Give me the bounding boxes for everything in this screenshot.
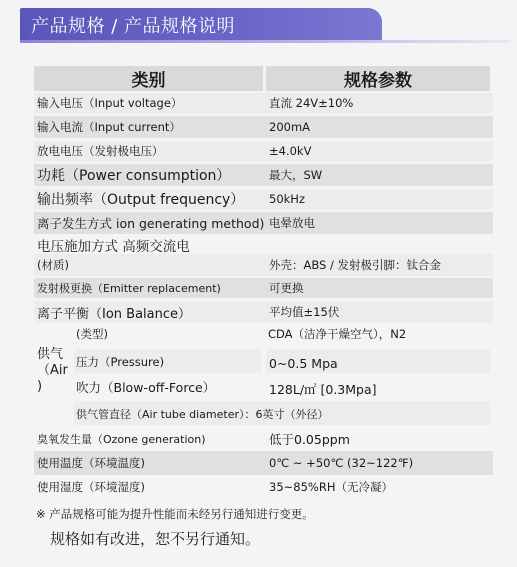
row-label: 离子发生方式 ion generating method) xyxy=(34,212,266,234)
row-value: 可更换 xyxy=(266,278,493,298)
table-header-row xyxy=(34,66,490,91)
table-row xyxy=(34,451,490,475)
row-label: 电压施加方式 高频交流电 xyxy=(37,239,190,254)
header-divider xyxy=(20,40,511,43)
col-header-spec: 规格参数 xyxy=(266,66,490,91)
row-label: 臭氧发生量（Ozone generation) xyxy=(37,433,206,446)
row-label: 使用湿度（环境湿度) xyxy=(37,480,145,494)
table-row xyxy=(34,301,490,323)
air-row-label: (类型) xyxy=(76,327,108,341)
air-row-value: CDA（洁净干燥空气），N2 xyxy=(268,327,407,341)
page-title: 产品规格 / 产品规格说明 xyxy=(31,16,236,37)
row-value: 平均值±15伏 xyxy=(266,301,493,323)
air-label-line: ) xyxy=(37,379,43,394)
air-group-label xyxy=(37,347,68,395)
row-label: 功耗（Power consumption） xyxy=(34,164,266,186)
table-row xyxy=(34,429,490,449)
row-value: 电晕放电 xyxy=(266,212,493,234)
table-row xyxy=(34,477,490,497)
row-value: 0℃ ~ +50℃ (32~122℉) xyxy=(266,451,493,475)
air-supply-group xyxy=(34,325,490,428)
row-value: 最大，SW xyxy=(266,164,493,186)
row-value: 35~85%RH（无冷凝） xyxy=(269,480,393,494)
table-row xyxy=(34,212,490,234)
row-value: 直流 24V±10% xyxy=(266,93,493,113)
air-row-label: 吹力（Blow-off-Force） xyxy=(76,380,216,395)
row-label: 发射极更换（Emitter replacement) xyxy=(34,278,266,298)
row-label: 输出频率（Output frequency） xyxy=(34,189,266,209)
air-row-value: 128L/㎡ [0.3Mpa] xyxy=(269,382,377,397)
footnote: ※ 产品规格可能为提升性能而未经另行通知进行变更。 xyxy=(36,507,314,521)
table-row xyxy=(34,116,490,138)
table-row xyxy=(34,278,490,298)
row-label: 放电电压（发射极电压） xyxy=(34,141,266,161)
row-value: 低于0.05ppm xyxy=(269,432,350,447)
table-row xyxy=(34,254,490,276)
table-row xyxy=(34,164,490,186)
footnote-emphasis: 规格如有改进，恕不另行通知。 xyxy=(50,530,261,548)
table-row xyxy=(34,189,490,209)
row-value: 50kHz xyxy=(266,189,493,209)
table-row xyxy=(34,93,490,113)
row-label: 使用温度（环境温度) xyxy=(34,451,266,475)
air-row-label: 压力（Pressure) xyxy=(76,355,165,369)
row-label: 离子平衡（Ion Balance） xyxy=(34,301,266,323)
row-value: 外壳：ABS / 发射极引脚：钛合金 xyxy=(266,254,493,276)
air-row-label: 供气管直径（Air tube diameter）：6英寸（外径） xyxy=(76,408,329,421)
air-row-value: 0~0.5 Mpa xyxy=(269,356,338,371)
air-label-line: 供气 xyxy=(37,347,64,362)
row-value: ±4.0kV xyxy=(266,141,493,161)
row-label: 输入电压（Input voltage） xyxy=(34,93,266,113)
table-row xyxy=(34,141,490,161)
row-label: (材质) xyxy=(34,254,266,276)
row-value: 200mA xyxy=(266,116,493,138)
row-label: 输入电流（Input current） xyxy=(34,116,266,138)
air-label-line: （Air xyxy=(37,363,68,378)
table-row xyxy=(34,236,490,254)
col-header-category: 类别 xyxy=(34,66,263,91)
